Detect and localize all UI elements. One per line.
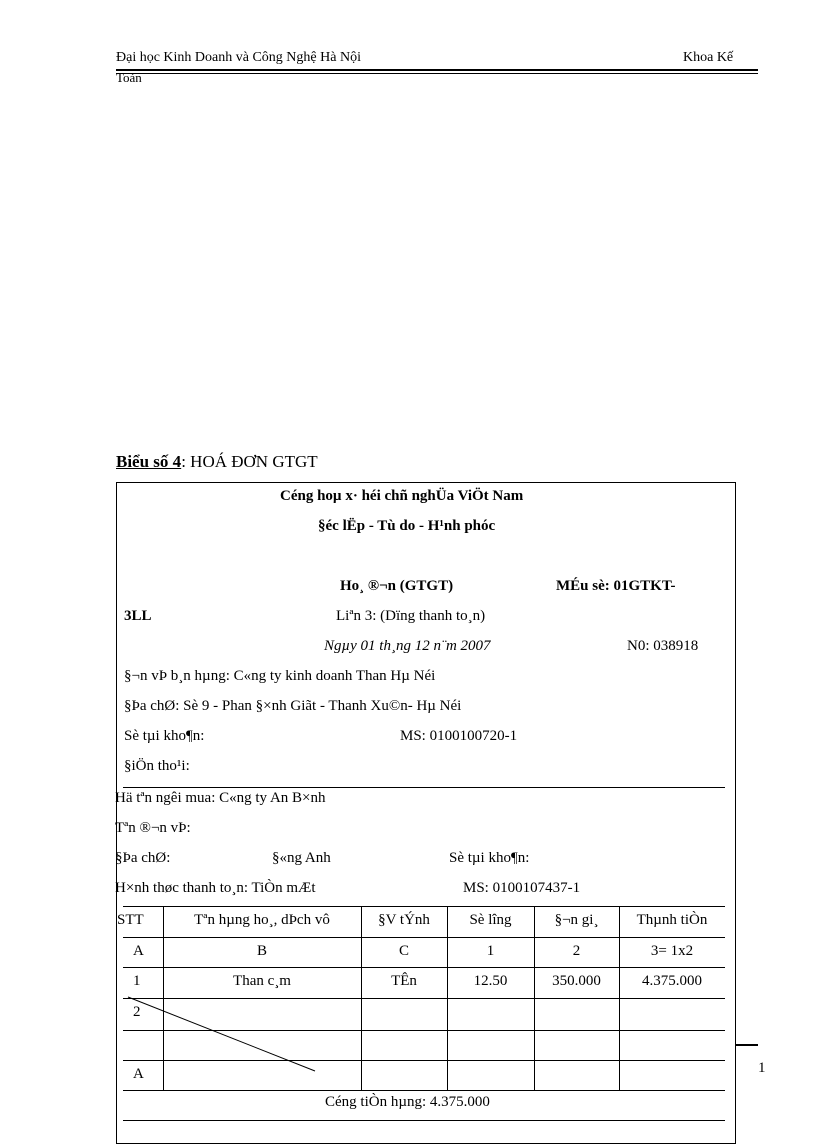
seller-address: §Þa chØ: Sè 9 - Phan §×nh Giãt - Thanh Xu©n- Hµ Néi [124,698,462,714]
caption-label: Biểu số 4 [116,452,182,471]
buyer-address-value: §«ng Anh [272,850,331,866]
buyer-address: §Þa chØ: [115,850,171,866]
table-code: 2 [572,943,581,959]
table-code: 3= 1x2 [650,943,694,959]
footer-rule [736,1044,758,1046]
header-wrap: Toán [116,70,142,85]
header-right: Khoa Kế [683,50,734,65]
total: Céng tiÒn hµng: 4.375.000 [325,1094,490,1110]
buyer-account: Sè tµi kho¶n: [449,850,530,866]
table-header: Sè lîng [469,912,512,928]
table-header: STT [117,912,144,928]
table-cell: 4.375.000 [642,973,702,989]
table-code: 1 [486,943,495,959]
table-code: A [133,943,144,959]
invoice-number: N0: 038918 [627,638,699,654]
buyer-unit: Tªn ®¬n vÞ: [115,820,191,836]
form-number: MÉu sè: 01GTKT- [556,578,676,594]
motto-2: §éc lËp - Tù do - H¹nh phóc [318,518,496,534]
table-cell: TÊn [391,973,417,989]
seller-tax: MS: 0100100720-1 [400,728,518,744]
invoice-title: Ho¸ ®¬n (GTGT) [340,578,454,594]
table-code: C [398,943,409,959]
buyer: Hä tªn ngêi mua: C«ng ty An B×nh [115,790,326,806]
invoice-date: Ngµy 01 th¸ng 12 n¨m 2007 [324,638,491,654]
seller-account: Sè tµi kho¶n: [124,728,205,744]
header-left: Đại học Kinh Doanh và Công Nghệ Hà Nội [116,50,361,65]
table-cell: A [133,1066,144,1082]
table-code: B [256,943,267,959]
copy-label: Liªn 3: (Dïng thanh to¸n) [336,608,486,624]
seller-phone: §iÖn tho¹i: [124,758,190,774]
table-header: Thµnh tiÒn [636,912,708,928]
seller: §¬n vÞ b¸n hµng: C«ng ty kinh doanh Than Hµ Néi [124,668,436,684]
table-cell: 350.000 [552,973,601,989]
table-header: Tªn hµng ho¸, dÞch vô [194,912,330,928]
page-number: 1 [758,1060,766,1076]
buyer-tax: MS: 0100107437-1 [463,880,581,896]
form-number-cont: 3LL [124,608,152,624]
table-cell: 12.50 [473,973,508,989]
table-cell: 1 [133,973,141,989]
table-cell: Than c¸m [233,973,291,989]
caption-title: : HOÁ ĐƠN GTGT [181,452,318,471]
table-header: §V tÝnh [378,912,430,928]
table-header: §¬n gi¸ [554,912,599,928]
table-cell: 2 [133,1004,141,1020]
divider [123,1120,725,1121]
motto-1: Céng hoµ x· héi chñ nghÜa ViÖt Nam [280,488,524,504]
payment-method: H×nh thøc thanh to¸n: TiÒn mÆt [115,880,316,896]
